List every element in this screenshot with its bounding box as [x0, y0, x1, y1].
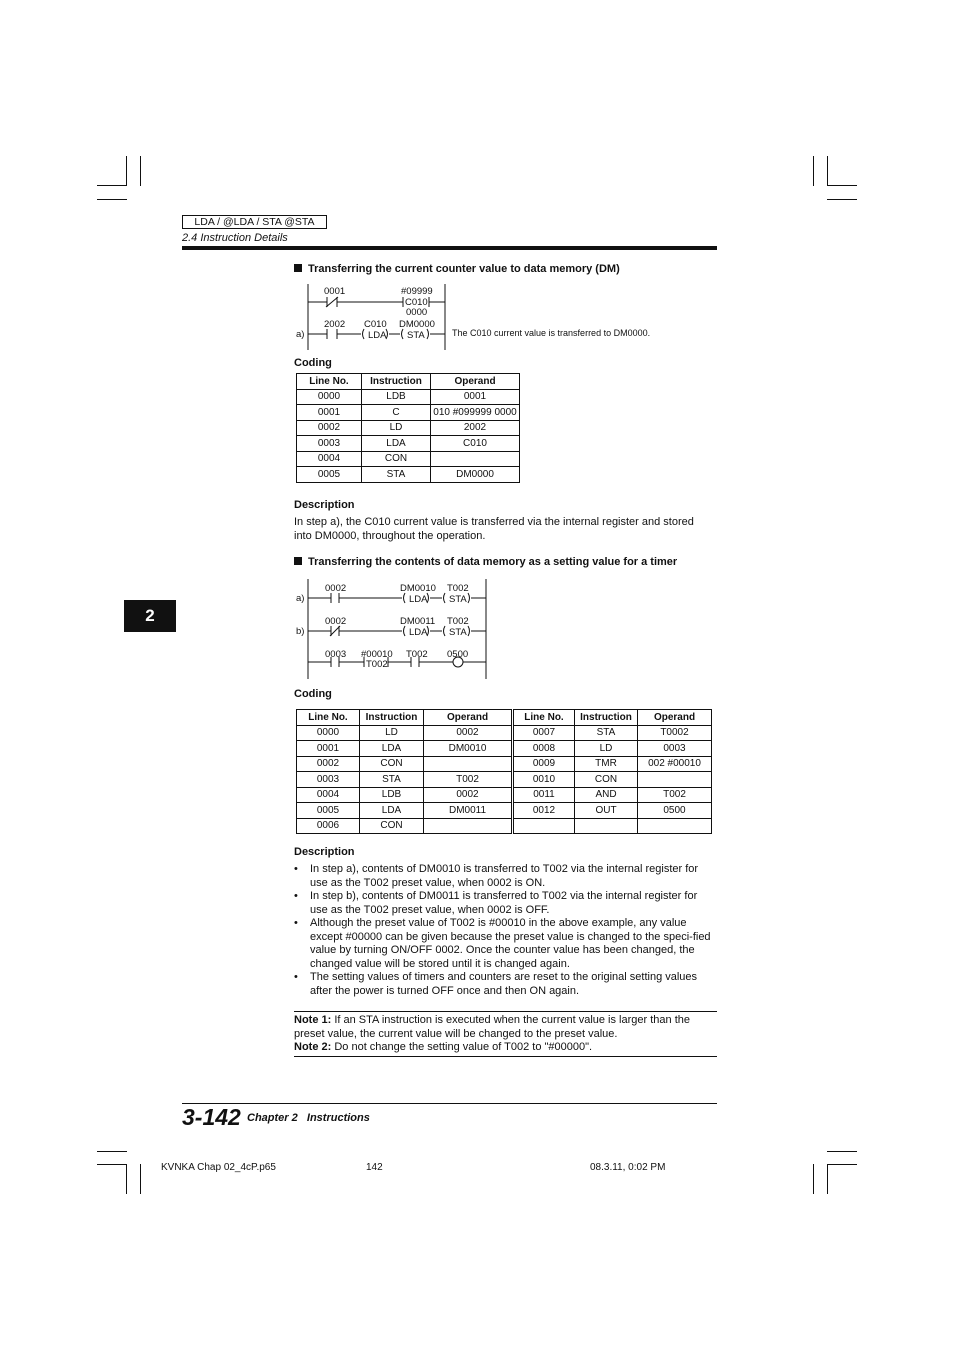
table-header-row	[297, 710, 712, 726]
note-2-text: Do not change the setting value of T002 to "#00000".	[331, 1041, 593, 1053]
table-cell: LD	[362, 420, 431, 436]
table-cell: 0005	[297, 803, 360, 819]
list-item: • Although the preset value of T002 is #00010 in the above example, any value except #00000 can be given because the preset value is changed to the speci-fied value by turning ON/OFF 0002. Once the counter value has been changed, the changed value will be stored until it is changed again.	[294, 917, 716, 971]
ladder2-r2-fn2: STA	[449, 627, 467, 638]
table-cell: LDA	[362, 436, 431, 452]
table-cell	[638, 772, 712, 788]
table-cell: 0010	[513, 772, 575, 788]
footer-rule	[182, 1103, 717, 1104]
table-cell: STA	[575, 725, 638, 741]
table-cell: 0004	[297, 451, 362, 467]
crop-mark	[126, 1164, 127, 1194]
ladder2-r1-fn1: LDA	[409, 594, 428, 605]
note-1	[294, 1014, 716, 1041]
table-header-cell: Line No.	[513, 710, 575, 726]
print-timestamp: 08.3.11, 0:02 PM	[590, 1162, 666, 1173]
header-rule	[182, 246, 717, 250]
table-header-cell: Operand	[638, 710, 712, 726]
ladder-diagram-1	[290, 282, 670, 352]
ladder1-fn2-label: STA	[407, 330, 425, 341]
section1-title-text: Transferring the current counter value to data memory (DM)	[308, 263, 620, 275]
description-text-1: In step a), the C010 current value is transferred via the internal register and stored into DM0000, throughout the operation.	[294, 516, 694, 542]
table-cell: TMR	[575, 756, 638, 772]
table-row	[297, 389, 520, 405]
table-cell: 0001	[297, 741, 360, 757]
table-cell: LDB	[360, 787, 424, 803]
chapter-tab: 2	[124, 600, 176, 632]
table-header-cell: Operand	[431, 374, 520, 390]
table-cell: DM0010	[424, 741, 513, 757]
list-item: • In step b), contents of DM0011 is transferred to T002 via the internal register for use as the T002 preset value, when 0002 is OFF.	[294, 890, 716, 917]
note-2-label: Note 2:	[294, 1041, 332, 1053]
coding-table-2	[296, 709, 712, 834]
table-cell: 2002	[431, 420, 520, 436]
table-cell	[424, 818, 513, 834]
table-cell: 0002	[424, 725, 513, 741]
table-row	[297, 467, 520, 483]
table-cell: 0002	[297, 420, 362, 436]
ladder2-r1-operand2: T002	[447, 583, 469, 594]
table-row	[297, 741, 712, 757]
table-cell	[638, 818, 712, 834]
crop-mark	[140, 156, 141, 186]
note-2	[294, 1041, 716, 1055]
table-row	[297, 772, 712, 788]
table-header-cell: Line No.	[297, 374, 362, 390]
crop-mark	[126, 156, 127, 186]
note-1-label: Note 1:	[294, 1014, 332, 1026]
ladder1-contact-label: 0001	[324, 286, 346, 297]
table-cell: 002 #00010	[638, 756, 712, 772]
crop-mark	[827, 1164, 828, 1194]
ladder2-step-b: b)	[296, 626, 305, 637]
coding-table-1	[296, 373, 520, 483]
table-cell: 0003	[297, 436, 362, 452]
crop-mark	[827, 156, 828, 186]
table-cell: 0005	[297, 467, 362, 483]
ladder2-step-a: a)	[296, 593, 305, 604]
page-number: 3-142	[182, 1104, 241, 1130]
table-header-cell: Instruction	[362, 374, 431, 390]
table-cell: DM0000	[431, 467, 520, 483]
ladder1-step-label: a)	[296, 329, 305, 340]
table-cell: 0000	[297, 389, 362, 405]
table-cell: 0001	[431, 389, 520, 405]
table-cell: AND	[575, 787, 638, 803]
table-cell: CON	[575, 772, 638, 788]
table-cell: STA	[360, 772, 424, 788]
chapter-label: Chapter 2 Instructions	[247, 1112, 370, 1124]
table-header-cell: Instruction	[575, 710, 638, 726]
table-cell	[424, 756, 513, 772]
ladder2-r1-fn2: STA	[449, 594, 467, 605]
ladder2-r3-value: #00010	[361, 649, 393, 660]
print-file-name: KVNKA Chap 02_4cP.p65	[161, 1162, 276, 1173]
ladder1-fn1-label: LDA	[368, 330, 387, 341]
ladder1-contact2-label: 2002	[324, 319, 346, 330]
table-cell: 0007	[513, 725, 575, 741]
ladder2-r3-contact2: T002	[406, 649, 428, 660]
crop-mark	[813, 1164, 814, 1194]
table-cell: CON	[360, 756, 424, 772]
table-row	[297, 451, 520, 467]
crop-mark	[97, 1151, 127, 1152]
table-cell: DM0011	[424, 803, 513, 819]
ladder1-operand2-label: DM0000	[399, 319, 435, 330]
table-cell: C	[362, 405, 431, 421]
table-cell: 0011	[513, 787, 575, 803]
table-cell: 0009	[513, 756, 575, 772]
crop-mark	[140, 1164, 141, 1194]
table-header-cell: Operand	[424, 710, 513, 726]
table-cell: 0000	[297, 725, 360, 741]
table-cell: LD	[360, 725, 424, 741]
list-item: • In step a), contents of DM0010 is transferred to T002 via the internal register for use as the T002 preset value, when 0002 is ON.	[294, 863, 716, 890]
table-cell: 0012	[513, 803, 575, 819]
table-cell: OUT	[575, 803, 638, 819]
crop-mark	[813, 156, 814, 186]
crop-mark	[97, 1164, 127, 1165]
ladder2-r3-timer: T002	[366, 659, 388, 670]
table-row	[297, 436, 520, 452]
table-cell: 0003	[297, 772, 360, 788]
ladder1-operand1-label: C010	[364, 319, 387, 330]
table-cell: 0003	[638, 741, 712, 757]
coding-heading-1: Coding	[294, 357, 332, 369]
ladder1-value-label: #09999	[401, 286, 433, 297]
ladder2-r2-operand1: DM0011	[400, 616, 436, 627]
table-cell: CON	[360, 818, 424, 834]
table-cell: T002	[424, 772, 513, 788]
table-cell: CON	[362, 451, 431, 467]
description-heading-2: Description	[294, 846, 355, 858]
crop-mark	[827, 1164, 857, 1165]
ladder2-r3-output: 0500	[447, 649, 469, 660]
list-item: • The setting values of timers and counters are reset to the original setting values after the power is turned OFF once and then ON again.	[294, 971, 716, 998]
table-cell: T002	[638, 787, 712, 803]
square-bullet-icon	[294, 264, 302, 272]
table-row	[297, 725, 712, 741]
ladder2-r2-operand2: T002	[447, 616, 469, 627]
table-header-cell: Line No.	[297, 710, 360, 726]
print-page-number: 142	[366, 1162, 383, 1173]
table-cell: 0006	[297, 818, 360, 834]
table-cell: 0001	[297, 405, 362, 421]
table-cell: STA	[362, 467, 431, 483]
table-cell: 0500	[638, 803, 712, 819]
crop-mark	[97, 185, 127, 186]
ladder2-r1-operand1: DM0010	[400, 583, 436, 594]
description-heading-1: Description	[294, 499, 355, 511]
section2-title-text: Transferring the contents of data memory as a setting value for a timer	[308, 556, 678, 568]
crop-mark	[827, 1151, 857, 1152]
ladder2-r2-contact: 0002	[325, 616, 347, 627]
ladder1-preset-label: 0000	[406, 307, 428, 318]
table-row	[297, 405, 520, 421]
description-bullets	[294, 863, 716, 998]
table-row	[297, 756, 712, 772]
note-bottom-rule	[294, 1056, 717, 1057]
coding-heading-2: Coding	[294, 688, 332, 700]
section1-title	[294, 263, 620, 275]
table-row	[297, 787, 712, 803]
table-header-cell: Instruction	[360, 710, 424, 726]
ladder2-r1-contact: 0002	[325, 583, 347, 594]
ladder1-annotation: The C010 current value is transferred to DM0000.	[452, 328, 651, 338]
ladder1-coil-label: C010	[405, 297, 428, 308]
table-cell	[513, 818, 575, 834]
table-row	[297, 803, 712, 819]
ladder-diagram-2	[290, 577, 500, 682]
table-header-row	[297, 374, 520, 390]
table-row	[297, 420, 520, 436]
table-row	[297, 818, 712, 834]
table-cell: LDA	[360, 803, 424, 819]
ladder2-r3-contact: 0003	[325, 649, 347, 660]
table-cell: 0002	[297, 756, 360, 772]
table-cell: 010 #099999 0000	[431, 405, 520, 421]
ladder2-r2-fn1: LDA	[409, 627, 428, 638]
table-cell: LDA	[360, 741, 424, 757]
note-1-text: If an STA instruction is executed when the current value is larger than the preset value, the current value will be changed to the preset value.	[294, 1014, 690, 1040]
crop-mark	[97, 199, 127, 200]
section-subtitle: 2.4 Instruction Details	[182, 232, 288, 244]
table-cell: T0002	[638, 725, 712, 741]
instruction-header-box: LDA / @LDA / STA @STA	[182, 215, 327, 229]
crop-mark	[827, 185, 857, 186]
square-bullet-icon	[294, 557, 302, 565]
table-cell: LD	[575, 741, 638, 757]
table-cell: 0004	[297, 787, 360, 803]
table-cell: LDB	[362, 389, 431, 405]
note-top-rule	[294, 1011, 717, 1012]
table-cell: 0008	[513, 741, 575, 757]
section2-title	[294, 556, 677, 568]
table-cell: C010	[431, 436, 520, 452]
table-cell: 0002	[424, 787, 513, 803]
crop-mark	[827, 199, 857, 200]
table-cell	[431, 451, 520, 467]
table-cell	[575, 818, 638, 834]
